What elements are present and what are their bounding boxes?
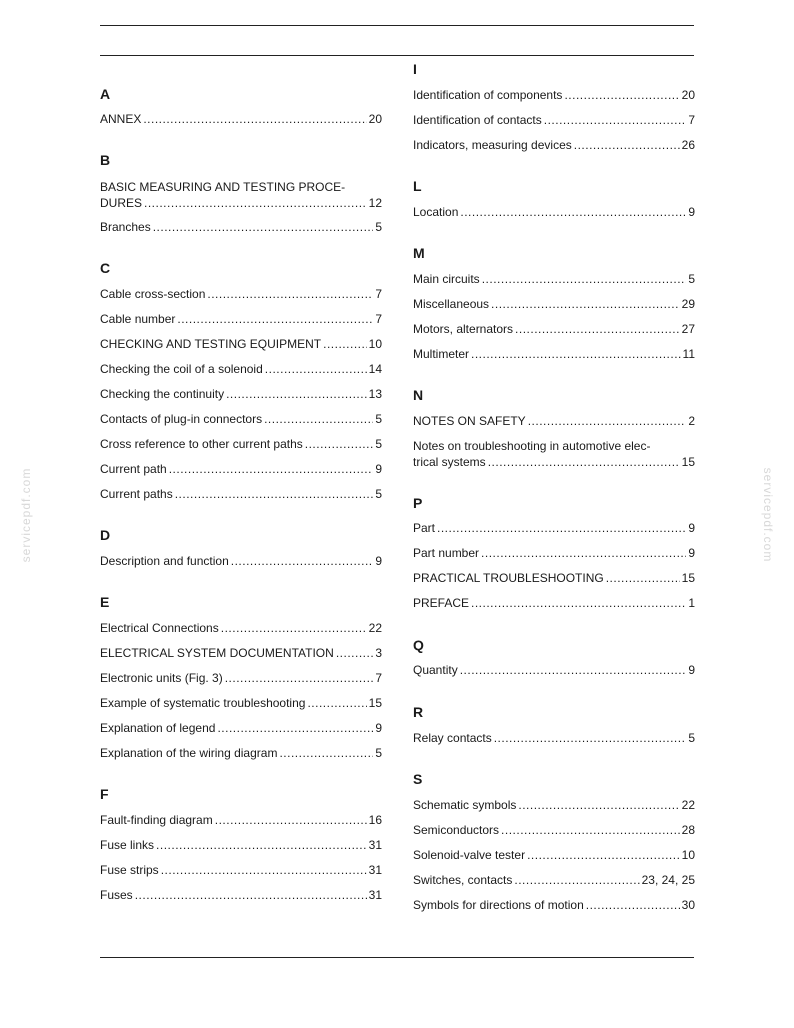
index-entry <box>100 645 382 661</box>
index-entry-line <box>413 112 695 128</box>
index-entry-line <box>413 413 695 429</box>
dot-leader <box>514 872 639 888</box>
index-entry-line <box>100 670 382 686</box>
section-letter-l: L <box>413 178 422 194</box>
dot-leader <box>279 745 373 761</box>
index-entry-term: Explanation of the wiring diagram <box>100 746 278 760</box>
index-entry-line <box>100 553 382 569</box>
index-entry <box>413 570 695 586</box>
index-entry-page: 14 <box>368 362 382 376</box>
watermark-left: servicepdf.com <box>19 467 33 563</box>
index-entry-term: Electrical Connections <box>100 621 219 635</box>
index-entry-page: 5 <box>375 437 382 451</box>
dot-leader <box>207 286 373 302</box>
index-entry-line <box>413 321 695 337</box>
index-entry <box>413 438 695 470</box>
index-entry <box>413 897 695 913</box>
index-entry-term: Main circuits <box>413 272 480 286</box>
index-entry-line <box>100 361 382 377</box>
index-entry-line <box>100 486 382 502</box>
index-entry-term: Fuses <box>100 888 133 902</box>
index-entry-term: Contacts of plug-in connectors <box>100 412 263 426</box>
index-entry-line <box>100 720 382 736</box>
index-entry-page: 20 <box>681 88 695 102</box>
index-entry-line <box>413 520 695 536</box>
index-entry <box>100 311 382 327</box>
index-entry-term: Example of systematic troubleshooting <box>100 696 306 710</box>
index-entry <box>413 872 695 888</box>
index-entry-page: 15 <box>368 696 382 710</box>
index-entry-line <box>413 595 695 611</box>
index-entry <box>413 520 695 536</box>
index-entry-page: 11 <box>682 347 695 361</box>
index-entry-page: 30 <box>681 898 695 912</box>
index-entry-term: Indicators, measuring devices <box>413 138 572 152</box>
index-entry-page: 26 <box>681 138 695 152</box>
index-entry <box>100 286 382 302</box>
index-entry-page: 10 <box>681 848 695 862</box>
dot-leader <box>494 730 687 746</box>
index-entry-page: 13 <box>368 387 382 401</box>
index-entry-page: 5 <box>375 746 382 760</box>
index-entry-page: 5 <box>375 412 382 426</box>
index-entry <box>413 797 695 813</box>
index-entry-page: 16 <box>368 813 382 827</box>
index-entry-term: Symbols for directions of motion <box>413 898 584 912</box>
index-entry <box>100 670 382 686</box>
dot-leader <box>307 695 366 711</box>
dot-leader <box>528 413 687 429</box>
dot-leader <box>471 595 686 611</box>
index-entry-term: Miscellaneous <box>413 297 490 311</box>
index-entry-term: ANNEX <box>100 112 142 126</box>
index-entry <box>100 620 382 636</box>
index-entry-term: Relay contacts <box>413 731 492 745</box>
index-entry <box>100 720 382 736</box>
dot-leader <box>518 797 679 813</box>
index-entry-page: 23, 24, 25 <box>641 873 695 887</box>
dot-leader <box>175 486 374 502</box>
index-entry-line <box>413 204 695 220</box>
dot-leader <box>482 271 687 287</box>
dot-leader <box>177 311 373 327</box>
dot-leader <box>215 812 367 828</box>
index-entry <box>413 204 695 220</box>
index-entry <box>100 887 382 903</box>
index-entry <box>100 336 382 352</box>
dot-leader <box>156 837 367 853</box>
index-entry-line <box>100 386 382 402</box>
index-entry-page: 9 <box>688 663 695 677</box>
dot-leader <box>501 822 680 838</box>
watermark-right: servicepdf.com <box>761 467 775 563</box>
dot-leader <box>481 545 686 561</box>
index-entry-page: 31 <box>368 863 382 877</box>
dot-leader <box>153 219 374 235</box>
dot-leader <box>460 204 686 220</box>
index-entry <box>100 461 382 477</box>
dot-leader <box>574 137 680 153</box>
index-entry <box>413 137 695 153</box>
index-entry-term: Fuse links <box>100 838 155 852</box>
index-entry-line <box>100 812 382 828</box>
section-letter-m: M <box>413 245 425 261</box>
index-entry-line <box>100 695 382 711</box>
index-entry-line <box>413 87 695 103</box>
index-entry <box>100 553 382 569</box>
index-entry <box>100 745 382 761</box>
index-entry-page: 27 <box>681 322 695 336</box>
index-entry-page: 9 <box>375 721 382 735</box>
index-entry <box>100 111 382 127</box>
index-entry <box>100 436 382 452</box>
index-entry-line <box>100 219 382 235</box>
dot-leader <box>231 553 374 569</box>
index-entry-term: Multimeter <box>413 347 470 361</box>
index-entry-page: 12 <box>368 196 382 210</box>
section-letter-s: S <box>413 771 423 787</box>
dot-leader <box>336 645 374 661</box>
index-entry-page: 31 <box>368 838 382 852</box>
index-entry-term: Solenoid-valve tester <box>413 848 526 862</box>
index-entry-term: Checking the coil of a solenoid <box>100 362 263 376</box>
index-entry-line <box>100 311 382 327</box>
index-entry-page: 31 <box>368 888 382 902</box>
index-entry-term: Part <box>413 521 436 535</box>
index-entry-line <box>100 887 382 903</box>
section-letter-a: A <box>100 86 111 102</box>
index-entry-line <box>100 461 382 477</box>
dot-leader <box>217 720 373 736</box>
index-entry <box>413 271 695 287</box>
index-entry <box>413 822 695 838</box>
dot-leader <box>221 620 367 636</box>
index-entry-line <box>413 296 695 312</box>
index-entry-line <box>413 872 695 888</box>
index-entry-term: Cross reference to other current paths <box>100 437 303 451</box>
index-entry-page: 29 <box>681 297 695 311</box>
index-entry-page: 22 <box>368 621 382 635</box>
index-entry <box>413 545 695 561</box>
index-entry-page: 28 <box>681 823 695 837</box>
index-entry-term: Description and function <box>100 554 229 568</box>
index-entry-page: 7 <box>375 312 382 326</box>
index-entry-line <box>100 745 382 761</box>
index-entry-term: Cable cross-section <box>100 287 206 301</box>
top-rule <box>100 25 694 26</box>
dot-leader <box>265 361 367 377</box>
index-entry-term: Semiconductors <box>413 823 500 837</box>
dot-leader <box>488 454 680 470</box>
index-entry-line <box>413 454 695 470</box>
index-entry-term: CHECKING AND TESTING EQUIPMENT <box>100 337 322 351</box>
index-entry-page: 5 <box>688 272 695 286</box>
dot-leader <box>225 670 374 686</box>
index-entry <box>100 486 382 502</box>
index-entry-page: 9 <box>375 462 382 476</box>
section-letter-i: I <box>413 61 417 77</box>
index-entry-line <box>413 570 695 586</box>
dot-leader <box>264 411 373 427</box>
index-entry-page: 7 <box>375 287 382 301</box>
index-entry-page: 15 <box>681 571 695 585</box>
index-entry <box>413 112 695 128</box>
dot-leader <box>143 111 366 127</box>
index-entry-page: 9 <box>688 521 695 535</box>
index-entry-line <box>413 271 695 287</box>
index-entry <box>100 812 382 828</box>
dot-leader <box>305 436 374 452</box>
index-entry-line <box>413 730 695 746</box>
dot-leader <box>491 296 680 312</box>
index-entry <box>100 361 382 377</box>
index-entry-line <box>413 545 695 561</box>
index-entry <box>100 411 382 427</box>
index-entry <box>413 595 695 611</box>
index-entry-first-line: BASIC MEASURING AND TESTING PROCE- <box>100 180 346 194</box>
index-entry-line <box>413 137 695 153</box>
index-entry-term: Fault-finding diagram <box>100 813 213 827</box>
index-entry-line <box>100 620 382 636</box>
index-entry <box>100 219 382 235</box>
dot-leader <box>586 897 680 913</box>
index-entry-term: Identification of contacts <box>413 113 542 127</box>
section-letter-e: E <box>100 594 110 610</box>
index-entry-line <box>100 336 382 352</box>
index-entry-line <box>100 837 382 853</box>
index-entry-term: Motors, alternators <box>413 322 514 336</box>
index-entry-term: Schematic symbols <box>413 798 517 812</box>
index-entry-term: Checking the continuity <box>100 387 225 401</box>
index-entry-page: 5 <box>375 220 382 234</box>
index-entry <box>413 296 695 312</box>
index-entry-line <box>100 195 382 211</box>
section-letter-d: D <box>100 527 111 543</box>
index-entry-page: 20 <box>368 112 382 126</box>
index-entry-page: 1 <box>688 596 695 610</box>
section-letter-n: N <box>413 387 424 403</box>
index-entry <box>413 321 695 337</box>
footer-rule <box>100 957 694 958</box>
section-letter-r: R <box>413 704 424 720</box>
dot-leader <box>135 887 367 903</box>
index-entry-line <box>413 346 695 362</box>
index-entry-page: 2 <box>688 414 695 428</box>
index-entry <box>413 662 695 678</box>
index-entry-page: 9 <box>375 554 382 568</box>
index-entry-line <box>413 797 695 813</box>
index-entry-page: 15 <box>681 455 695 469</box>
dot-leader <box>437 520 686 536</box>
index-entry-line <box>100 286 382 302</box>
index-entry-term: PRACTICAL TROUBLESHOOTING <box>413 571 604 585</box>
index-entry-page: 7 <box>375 671 382 685</box>
dot-leader <box>144 195 367 211</box>
index-entry-first-line: Notes on troubleshooting in automotive elec- <box>413 439 651 453</box>
index-entry-line <box>413 822 695 838</box>
index-entry-term: Identification of components <box>413 88 563 102</box>
index-entry <box>100 386 382 402</box>
index-entry-term: Current path <box>100 462 167 476</box>
index-entry-line <box>413 847 695 863</box>
index-entry-term: Quantity <box>413 663 458 677</box>
dot-leader <box>161 862 367 878</box>
index-entry-line <box>100 111 382 127</box>
index-entry-page: 22 <box>681 798 695 812</box>
section-letter-b: B <box>100 152 111 168</box>
index-entry <box>100 179 382 211</box>
header-rule <box>100 55 694 56</box>
index-entry <box>413 847 695 863</box>
index-entry-page: 9 <box>688 205 695 219</box>
index-entry-term: Part number <box>413 546 480 560</box>
index-entry-term: PREFACE <box>413 596 470 610</box>
index-entry-term: DURES <box>100 196 143 210</box>
dot-leader <box>471 346 681 362</box>
index-entry-page: 5 <box>688 731 695 745</box>
index-entry-page: 10 <box>368 337 382 351</box>
index-entry-line <box>100 411 382 427</box>
index-entry <box>100 862 382 878</box>
index-entry <box>413 346 695 362</box>
dot-leader <box>169 461 374 477</box>
index-entry-term: Explanation of legend <box>100 721 216 735</box>
index-entry <box>100 695 382 711</box>
index-entry-line <box>413 662 695 678</box>
index-entry-page: 5 <box>375 487 382 501</box>
index-entry-line <box>100 862 382 878</box>
index-entry-term: Cable number <box>100 312 176 326</box>
index-entry <box>413 730 695 746</box>
index-entry-page: 9 <box>688 546 695 560</box>
dot-leader <box>515 321 680 337</box>
index-entry-page: 3 <box>375 646 382 660</box>
dot-leader <box>527 847 680 863</box>
index-entry-term: trical systems <box>413 455 486 469</box>
dot-leader <box>544 112 687 128</box>
section-letter-c: C <box>100 260 111 276</box>
index-entry-line <box>413 897 695 913</box>
index-entry-term: ELECTRICAL SYSTEM DOCUMENTATION <box>100 646 334 660</box>
dot-leader <box>460 662 687 678</box>
index-entry-page: 7 <box>688 113 695 127</box>
index-entry-term: Switches, contacts <box>413 873 513 887</box>
dot-leader <box>606 570 680 586</box>
index-entry-term: Fuse strips <box>100 863 159 877</box>
dot-leader <box>564 87 679 103</box>
index-entry <box>413 87 695 103</box>
index-entry-term: Location <box>413 205 459 219</box>
section-letter-q: Q <box>413 637 424 653</box>
section-letter-f: F <box>100 786 109 802</box>
index-entry-term: NOTES ON SAFETY <box>413 414 526 428</box>
index-entry-term: Electronic units (Fig. 3) <box>100 671 223 685</box>
dot-leader <box>226 386 367 402</box>
section-letter-p: P <box>413 495 423 511</box>
dot-leader <box>323 336 367 352</box>
index-entry <box>100 837 382 853</box>
index-entry-term: Current paths <box>100 487 173 501</box>
index-entry-term: Branches <box>100 220 151 234</box>
index-entry-line <box>100 436 382 452</box>
index-entry-line <box>100 645 382 661</box>
index-entry <box>413 413 695 429</box>
